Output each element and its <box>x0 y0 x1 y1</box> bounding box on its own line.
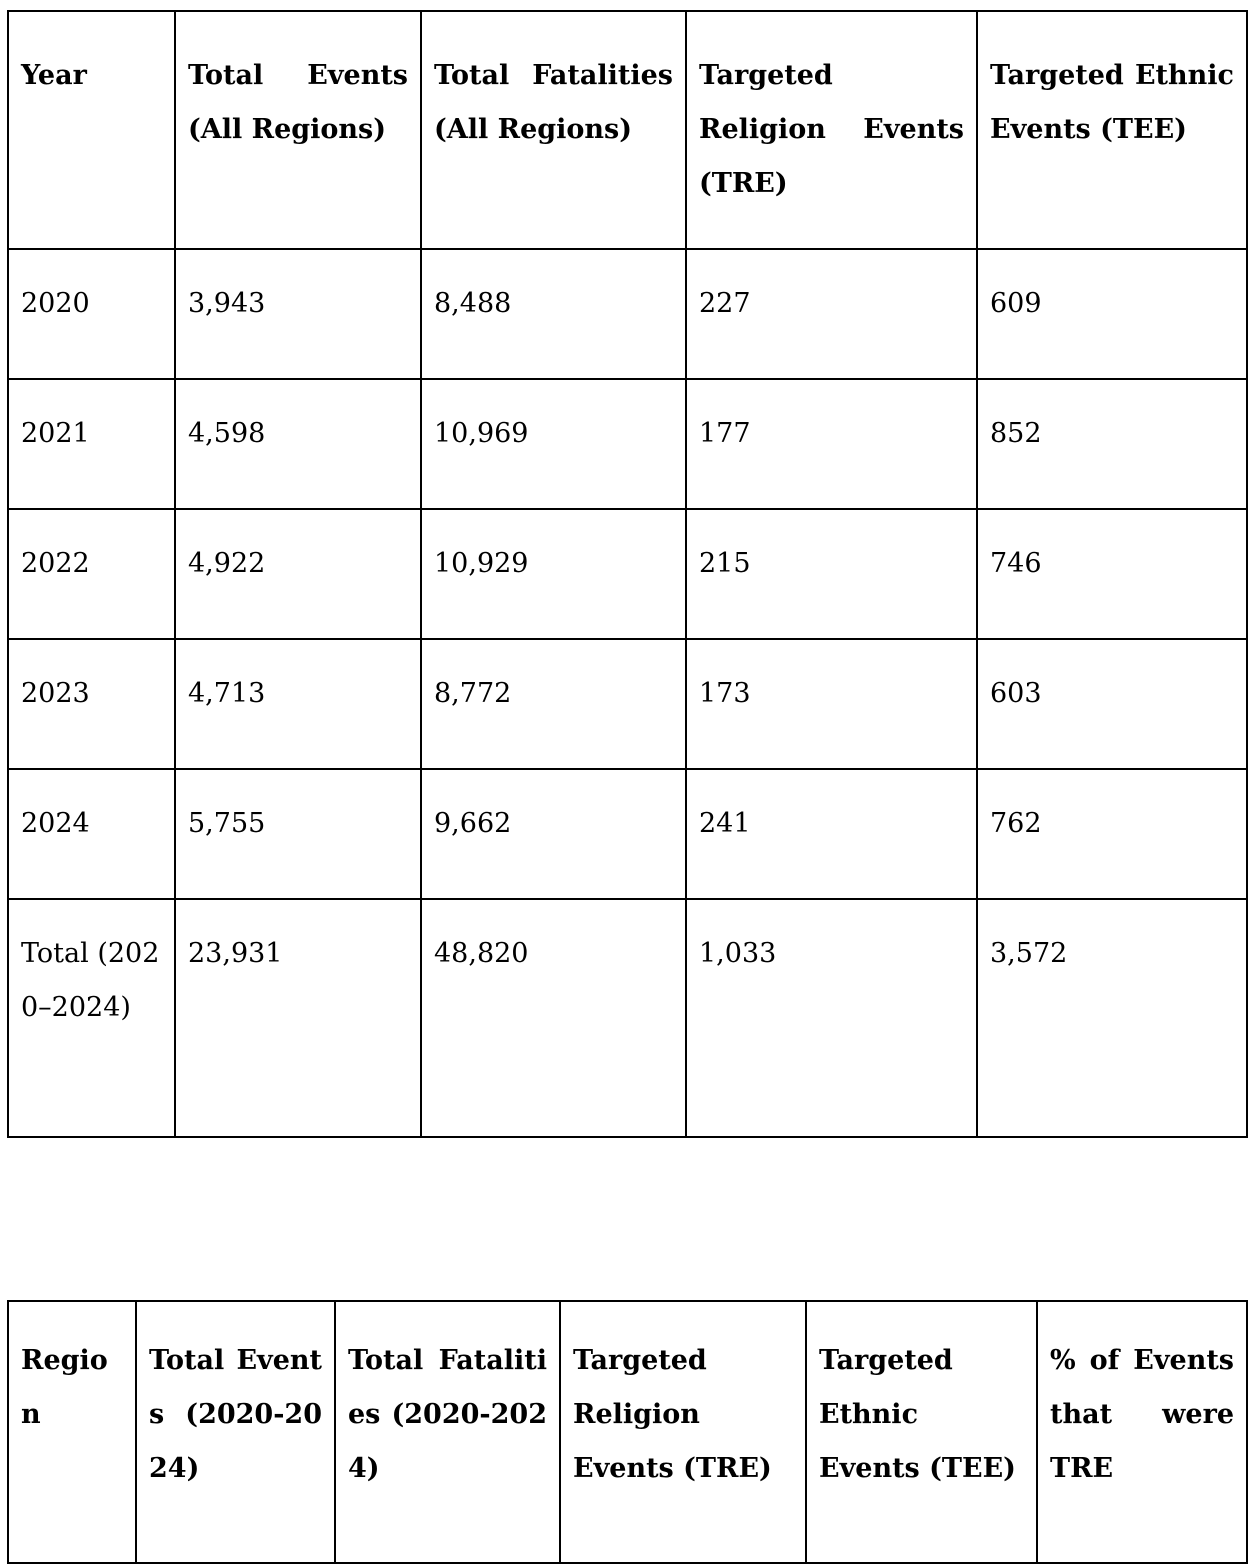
header-total-events: Total Events (All Regions) <box>175 11 421 249</box>
cell-tee: 852 <box>977 379 1247 509</box>
cell-tee: 762 <box>977 769 1247 899</box>
cell-total-events: 4,922 <box>175 509 421 639</box>
cell-total-fatalities: 48,820 <box>421 899 686 1137</box>
table-row <box>8 639 1247 769</box>
cell-tre: 227 <box>686 249 977 379</box>
cell-tre: 173 <box>686 639 977 769</box>
cell-total-fatalities: 8,772 <box>421 639 686 769</box>
header-total-fatalities: Total Fatalities (All Regions) <box>421 11 686 249</box>
cell-total-tre: 1,033 <box>686 899 977 1137</box>
cell-tre: 241 <box>686 769 977 899</box>
table-header-row <box>8 11 1247 249</box>
cell-year: 2020 <box>8 249 175 379</box>
header-total-fatalities: Total Fatalities (2020-2024) <box>335 1301 560 1563</box>
cell-total-events: 5,755 <box>175 769 421 899</box>
cell-tre: 177 <box>686 379 977 509</box>
table-row <box>8 769 1247 899</box>
table-header-row <box>8 1301 1247 1563</box>
cell-tee: 603 <box>977 639 1247 769</box>
header-total-events: Total Events (2020-2024) <box>136 1301 335 1563</box>
table-row <box>8 379 1247 509</box>
header-region: Region <box>8 1301 136 1563</box>
cell-total-tee: 3,572 <box>977 899 1247 1137</box>
cell-total-label: Total (2020–2024) <box>8 899 175 1137</box>
cell-total-events: 4,598 <box>175 379 421 509</box>
regional-events-table <box>7 1300 1248 1564</box>
cell-total-fatalities: 8,488 <box>421 249 686 379</box>
cell-year: 2022 <box>8 509 175 639</box>
header-year: Year <box>8 11 175 249</box>
cell-total-fatalities: 10,969 <box>421 379 686 509</box>
header-tee: Targeted Ethnic Events (TEE) <box>977 11 1247 249</box>
header-tre: Targeted Religion Events (TRE) <box>560 1301 806 1563</box>
cell-total-events: 23,931 <box>175 899 421 1137</box>
cell-tee: 609 <box>977 249 1247 379</box>
cell-year: 2021 <box>8 379 175 509</box>
cell-year: 2023 <box>8 639 175 769</box>
cell-tre: 215 <box>686 509 977 639</box>
yearly-events-table <box>7 10 1248 1138</box>
cell-tee: 746 <box>977 509 1247 639</box>
header-tre: Targeted Religion Events (TRE) <box>686 11 977 249</box>
cell-total-fatalities: 9,662 <box>421 769 686 899</box>
header-percent-tre: % of Events that were TRE <box>1037 1301 1247 1563</box>
table-row <box>8 249 1247 379</box>
cell-total-fatalities: 10,929 <box>421 509 686 639</box>
cell-total-events: 4,713 <box>175 639 421 769</box>
header-tee: Targeted Ethnic Events (TEE) <box>806 1301 1037 1563</box>
cell-total-events: 3,943 <box>175 249 421 379</box>
cell-year: 2024 <box>8 769 175 899</box>
table-total-row <box>8 899 1247 1137</box>
table-row <box>8 509 1247 639</box>
